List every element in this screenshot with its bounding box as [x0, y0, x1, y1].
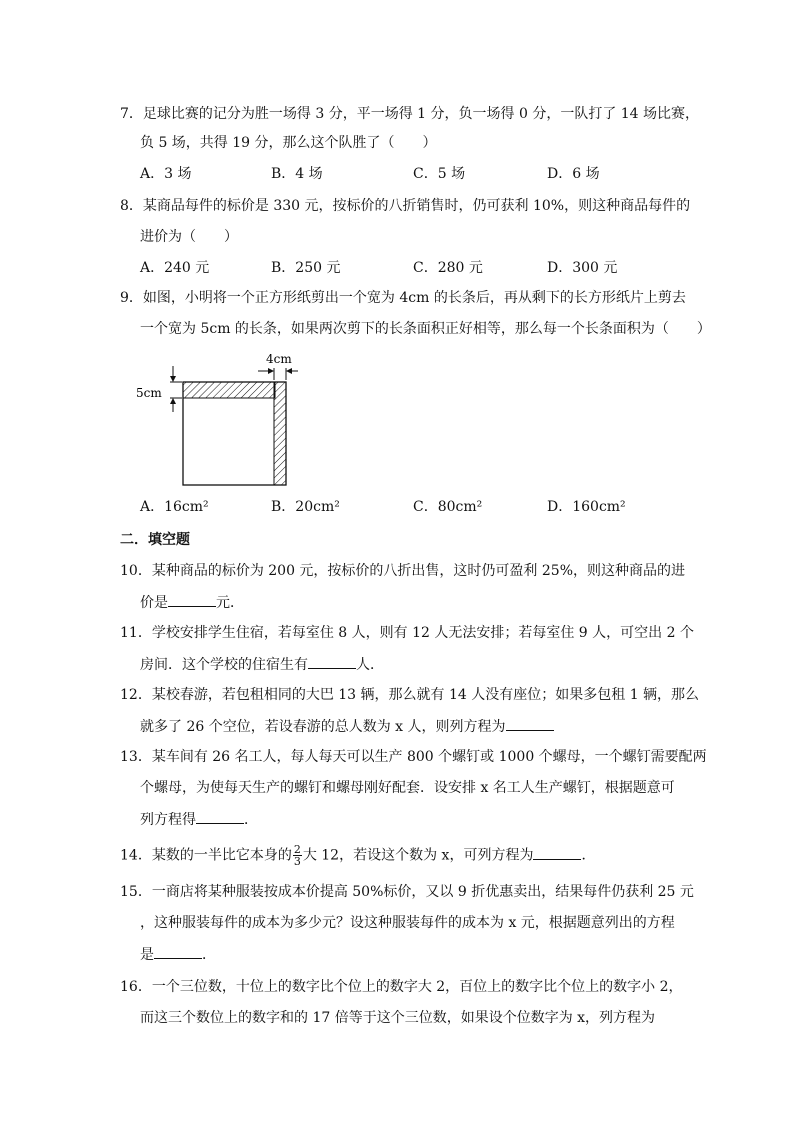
q8-option-d[interactable]: D．300 元	[547, 260, 618, 276]
q15-text-before-blank: 是	[140, 947, 154, 963]
q15-answer-blank[interactable]	[154, 944, 202, 959]
q9-option-c[interactable]: C．80cm²	[413, 499, 483, 515]
q12-text-before-blank: 就多了 26 个空位，若设春游的总人数为 x 人，则列方程为	[140, 719, 506, 735]
section-title-fill-in: 二．填空题	[120, 532, 190, 548]
q12-answer-blank[interactable]	[506, 716, 554, 731]
q11-line1: 11．学校安排学生住宿，若每室住 8 人，则有 12 人无法安排；若每室住 9 人，可空出 2 个	[120, 625, 694, 641]
q13-text-after-blank: ．	[244, 812, 258, 828]
q7-option-a[interactable]: A．3 场	[140, 166, 192, 182]
q15-line1: 15．一商店将某种服装按成本价提高 50%标价，又以 9 折优惠卖出，结果每件仍获利 25 元	[120, 884, 694, 900]
q12-line2	[140, 716, 554, 737]
q11-answer-blank[interactable]	[308, 654, 356, 669]
q16-line2: 而这三个数位上的数字和的 17 倍等于这个三位数，如果设个位数字为 x，列方程为	[140, 1010, 656, 1026]
q13-text-before-blank: 列方程得	[140, 812, 196, 828]
q14-line	[120, 844, 595, 867]
q8-option-b[interactable]: B．250 元	[271, 260, 341, 276]
q7-option-c[interactable]: C．5 场	[413, 166, 466, 182]
q10-text-after-blank: 元．	[216, 595, 244, 611]
q10-line2	[140, 592, 244, 613]
q13-line3	[140, 809, 258, 830]
q14-fraction	[293, 844, 302, 867]
q13-answer-blank[interactable]	[196, 809, 244, 824]
q14-text-c: ．	[581, 847, 596, 864]
q14-text-a: 14．某数的一半比它本身的	[120, 847, 292, 864]
q11-text-after-blank: 人．	[356, 657, 384, 673]
q9-square-figure	[130, 346, 310, 491]
q12-line1: 12．某校春游，若包租相同的大巴 13 辆，那么就有 14 人没有座位；如果多包租 1 辆，那么	[120, 687, 700, 703]
q14-answer-blank[interactable]	[533, 845, 581, 860]
q14-fraction-denominator: 3	[293, 855, 301, 868]
q8-option-c[interactable]: C．280 元	[413, 260, 483, 276]
q8-line1: 8．某商品每件的标价是 330 元，按标价的八折销售时，仍可获利 10%，则这种商品每件的	[120, 198, 691, 214]
label-5cm: 5cm	[136, 386, 162, 400]
q14-fraction-numerator: 2	[293, 843, 301, 856]
q7-line1: 7．足球比赛的记分为胜一场得 3 分，平一场得 1 分，负一场得 0 分，一队打了 14 场比赛，	[120, 106, 700, 122]
q14-text-b: 大 12，若设这个数为 x，可列方程为	[302, 847, 534, 864]
q7-line2: 负 5 场，共得 19 分，那么这个队胜了（ ）	[140, 135, 437, 151]
q15-line3	[140, 944, 216, 965]
q9-option-a[interactable]: A．16cm²	[140, 499, 209, 515]
q9-option-b[interactable]: B．20cm²	[271, 499, 340, 515]
label-4cm: 4cm	[266, 352, 292, 366]
q8-option-a[interactable]: A．240 元	[140, 260, 210, 276]
q10-text-before-blank: 价是	[140, 595, 168, 611]
q16-line1: 16．一个三位数，十位上的数字比个位上的数字大 2，百位上的数字比个位上的数字小 2，	[120, 979, 683, 995]
q10-answer-blank[interactable]	[168, 592, 216, 607]
q13-line1: 13．某车间有 26 名工人，每人每天可以生产 800 个螺钉或 1000 个螺母，一个螺钉需要配两	[120, 749, 707, 765]
q9-option-d[interactable]: D．160cm²	[547, 499, 626, 515]
q10-line1: 10．某种商品的标价为 200 元，按标价的八折出售，这时仍可盈利 25%，则这种商品的进	[120, 563, 686, 579]
q13-line2: 个螺母，为使每天生产的螺钉和螺母刚好配套．设安排 x 名工人生产螺钉，根据题意可	[140, 780, 675, 796]
q11-line2	[140, 654, 384, 675]
q15-line2: ，这种服装每件的成本为多少元？设这种服装每件的成本为 x 元，根据题意列出的方程	[140, 915, 675, 931]
q8-line2: 进价为（ ）	[140, 229, 238, 245]
right-strip-hatch	[274, 382, 286, 485]
q9-line2: 一个宽为 5cm 的长条，如果两次剪下的长条面积正好相等，那么每一个长条面积为（ ）	[140, 321, 711, 337]
q9-line1: 9．如图，小明将一个正方形纸剪出一个宽为 4cm 的长条后，再从剩下的长方形纸片上剪去	[120, 290, 686, 306]
q15-text-after-blank: ．	[202, 947, 216, 963]
top-strip-hatch	[183, 382, 275, 398]
q7-option-b[interactable]: B．4 场	[271, 166, 323, 182]
q7-option-d[interactable]: D．6 场	[547, 166, 600, 182]
q11-text-before-blank: 房间．这个学校的住宿生有	[140, 657, 308, 673]
